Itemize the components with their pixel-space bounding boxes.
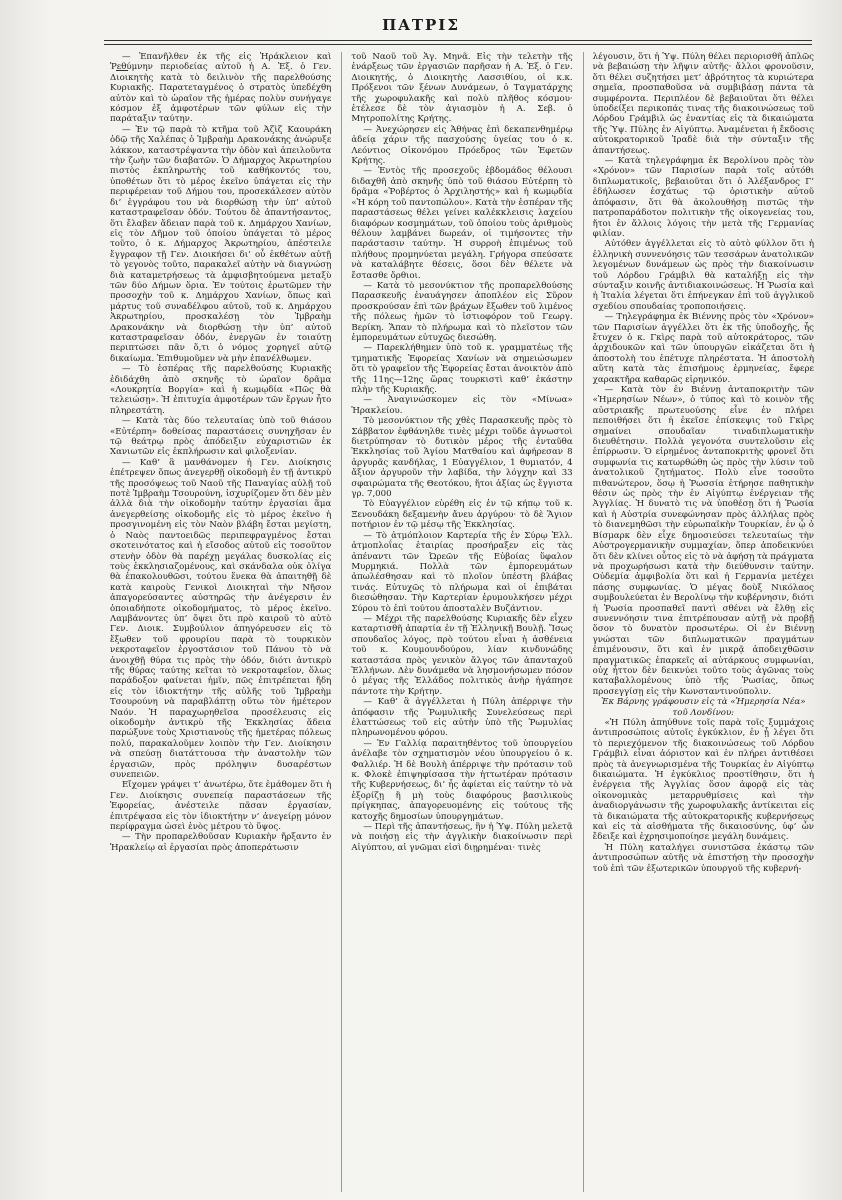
news-paragraph: — Ἐπανῆλθεν ἐκ τῆς εἰς Ἡράκλειον καὶ Ῥεθύμνην περιοδείας αὐτοῦ ἡ Α. Ἐξ. ὁ Γεν. Διοικητὴς κατὰ τὸ δειλινὸν τῆς παρελθούσης Κυριακῆς. Παρατεταγμένος ὁ στρατὸς ὑπεδέχθη αὐτὸν καὶ τὸ ὡραῖον τῆς ἡμέρας πολὺν συνήγαγε κόσμον ἐξ ἀμφοτέρων τῶν φύλων εἰς τὴν παράταξιν ταύτην.: [110, 52, 332, 125]
news-paragraph: — Τὸ ἀτμόπλοιον Καρτερία τῆς ἐν Σύρῳ Ἑλλ. ἀτμοπλοΐας ἑταιρίας προσήραξεν εἰς τὰς ἀπέναντι τῶν Ὠρεῶν τῆς Εὐβοίας ὕφαλον Μυρμηκιά. Πολλὰ τῶν ἐμπορευμάτων ἀπωλέσθησαν καὶ τὸ πλοῖον ὑπέστη βλάβας τινάς. Εὐτυχῶς τὸ πλήρωμα καὶ οἱ ἐπιβάται διεσώθησαν. Τὴν Καρτερίαν ἐρυμουλκήσεν μέχρι Σύρου τὸ ἐπὶ τούτου ἀποσταλὲν Βυζάντιον.: [351, 530, 573, 614]
news-paragraph: — Ἐν Γαλλίᾳ παραιτηθέντος τοῦ ὑπουργείου ἀνέλαβε τὸν σχηματισμὸν νέου ὑπουργείου ὁ κ. Φαλλιέρ. Ἡ δὲ Βουλὴ ἀπέρριψε τὴν πρότασιν τοῦ κ. Φλοκὲ ἐπιψηφίσασα τὴν ἡττωτέραν πρότασιν τῆς Κυβερνήσεως, δι’ ἧς ἀφίεται εἰς ταύτην τὸ νὰ ἐξορίζῃ ἢ μὴ τοὺς διαφόρους βασιλικοὺς πρίγκηπας, ἀπαγορευομένης εἰς τούτους τῆς κατοχῆς δημοσίων ὑπουργημάτων.: [351, 738, 573, 822]
news-paragraph: — Κατὰ τὸ μεσονύκτιον τῆς προπαρελθούσης Παρασκευῆς ἐναυάγησεν ἀποπλέον εἰς Σῦρον προσκρούσαν ἐπὶ τῶν βράχων ἔξωθεν τοῦ λιμένος τῆς πόλεως ἡμῶν τὸ ἱστιοφόρον τοῦ Γεωργ. Βερίκη. Ἅπαν τὸ πλήρωμα καὶ τὸ πλεῖστον τῶν ἐμπορευμάτων εὐτυχῶς διεσώθη.: [351, 280, 573, 343]
news-paragraph: λέγουσιν, ὅτι ἡ Ὑψ. Πύλη θέλει περιορισθῆ ἁπλῶς νὰ βεβαιώσῃ τὴν λῆψιν αὐτῆς· ἄλλοι φρονοῦσιν, ὅτι θέλει συζητήσει μετ’ ἀβρότητος τὰ κυριώτερα σημεῖα, προσπαθοῦσα νὰ συμβιβάσῃ πάντα τὰ συμφέροντα. Περιπλέον δὲ βεβαιοῦται ὅτι θέλει ὑποδείξει περικοπάς τινας τῆς διακοινώσεως τοῦ Λόρδου Γράμβιλ ὡς ἐναντίας εἰς τὰ δικαιώματα τῆς Ὑψ. Πύλης ἐν Αἰγύπτῳ. Ἀναμένεται ἡ ἔκδοσις αὐτοκρατορικοῦ Ἰραδὲ διὰ τὴν σύνταξιν τῆς ἀπαντήσεως.: [592, 52, 814, 156]
news-paragraph: — Μέχρι τῆς παρελθούσης Κυριακῆς δὲν εἶχεν καταρτισθῆ ἀπαρτία ἐν τῇ Ἑλληνικῇ Βουλῇ. Ἴσως σπουδαῖος λόγος, πρὸ τούτου εἶναι ἡ ἀσθένεια τοῦ κ. Κουμουνδούρου, λίαν κινδυνώδης καταστάσα πρὸς γενικὸν ἄλγος τῶν ἁπανταχοῦ Ἑλλήνων. Δὲν δυνάμεθα νὰ λησμονήσωμεν πόσον ὁ μέγας τῆς Ἑλλάδος πολιτικὸς ἀνὴρ ἠγάπησε πάντοτε τὴν Κρήτην.: [351, 613, 573, 697]
news-paragraph: — Καθ’ ἃ μανθάνομεν ἡ Γεν. Διοίκησις ἐπέτρεψεν ὅπως ἀνεγερθῇ οἰκοδομὴ ἐν τῇ ἀντικρὺ τῆς προσόψεως τοῦ Ναοῦ τῆς Παναγίας αὐλῇ τοῦ ποτὲ Ἰμβραὴμ Τσουρούνη, ἰσχυρίζομεν ὅτι δὲν μὲν ἀλλὰ διὰ τὴν οἰκοδομὴν ταύτην ἐργασίαι ἅμα ἀνεγερθείσης οἰκοδομῆς εἰς τὸ μέρος ἐκεῖνο ἡ προσγινομένη εἰς τὸν Ναὸν βλάβη ἔσται μεγίστη, ὁ Ναὸς παντοειδῶς περιπεφραγμένος ἔσται σκοτεινότατος καὶ ἡ εἴσοδος αὐτοῦ εἰς τοσοῦτον στενὴν ὁδὸν θὰ παρέχῃ μεγάλας δυσκολίας εἰς τοὺς ἐκκλησιαζομένους, καὶ σκάνδαλα οὐκ ὀλίγα θὰ ἐπακολουθῶσι, τούτου ἕνεκα θὰ ἀπαιτηθῇ δὲ κατὰ καιροὺς Γενικοὶ Διοικηταὶ τὴν Νῆσον ἀπαγορεύσαντες αὐστηρῶς τὴν ἀνέγερσιν ἐν ὁποιαδήποτε οἰκοδομήματος, τὸ μέρος ἐκεῖνο. Λαμβάνοντες ὑπ’ ὄψει ὅτι πρὸ καιροῦ τὸ αὐτὸ Γεν. Διοικ. Συμβούλιον ἀπηγόρευσεν εἰς τὸ ἔξωθεν τοῦ φρουρίου παρὰ τὸ τουρκικὸν νεκροταφεῖον ἐργοστάσιον τοῦ Πάνου τὸ νὰ ἀνοιχθῇ θύρα τις πρὸς τὴν ὁδόν, διότι ἀντικρὺ τῆς θύρας ταύτης κεῖται τὸ νεκροταφεῖον, ὅλως παράδοξον φαίνεται ἡμῖν, πῶς ἐπιτρέπεται ἤδη εἰς τὸν ἰδιοκτήτην τῆς αὐλῆς τοῦ Ἰμβραὴμ Τσουρούνη νὰ παραβλάπτῃ οὕτω τὸν ἡμέτερον Ναόν. Ἡ παραχωρηθεῖσα προσέλευσις εἰς οἰκοδομὴν ἀντικρὺ τῆς Ἐκκλησίας ἄδεια παρώξυνε τοὺς Χριστιανοὺς τῆς ἡμετέρας πόλεως πολύ, παρακαλοῦμεν λοιπὸν τὴν Γεν. Διοίκησιν νὰ σπεύσῃ διατάττουσα τὴν ἀναστολὴν τῶν ἐργασιῶν, πρὸς πρόληψιν δυσαρέστων συνεπειῶν.: [110, 457, 332, 781]
column-3: [583, 52, 814, 1192]
article-columns: [110, 52, 814, 1192]
news-paragraph: — Κατὰ τὰς δύο τελευταίας ὑπὸ τοῦ θιάσου «Εὐτέρπη» δοθείσας παραστάσεις συνηχῆσαν ἐν τῷ θεάτρῳ πρὸς ἀπόδειξιν εὐχαριστιῶν ἐκ Χανιωτῶν εἰς ἐκπλήρωσιν καὶ φιλοξενίαν.: [110, 416, 332, 458]
news-paragraph: — Κατὰ τηλεγράφημα ἐκ Βερολίνου πρὸς τὸν «Χρόνον» τῶν Παρισίων παρὰ τοῖς αὐτόθι διπλωματικοῖς, βεβαιοῦται ὅτι ὁ Ἀλέξανδρος Γ’ ἐδήλωσεν ἐσχάτως τῷ ὀριστικὴν αὐτοῦ ἀπόφασιν, ὅτι θὰ ἀκολουθήσῃ πιστῶς τὴν πατροπαράδοτον πολιτικὴν τῆς οἰκογενείας του, ἤτοι ἐν ἄλλοις λόγοις τὴν μετὰ τῆς Γερμανίας φιλίαν.: [592, 156, 814, 239]
news-paragraph: — Παρεκλήθημεν ὑπὸ τοῦ κ. γραμματέως τῆς τμηματικῆς Ἐφορείας Χανίων νὰ σημειώσωμεν ὅτι τὸ γραφεῖον τῆς Ἐφορείας ἔσται ἀνοικτὸν ἀπὸ τῆς 11ης—12ης ὥρας τουρκιστὶ καθ’ ἑκάστην πλὴν τῆς Κυριακῆς.: [351, 343, 573, 395]
column-1: [110, 52, 331, 1192]
news-paragraph: — Ἀνεχώρησεν εἰς Ἀθήνας ἐπὶ δεκαπενθημέρῳ ἀδείᾳ χάριν τῆς πασχούσης ὑγείας του ὁ κ. Λεόντιος Οἰκονόμου Πρόεδρος τῶν Ἐφετῶν Κρήτης.: [351, 124, 573, 167]
header-rule-top: [104, 40, 812, 41]
news-paragraph: — Καθ’ ἃ ἀγγέλλεται ἡ Πύλη ἀπέρριψε τὴν ἀπόφασιν τῆς Ῥωμυλικῆς Συνελεύσεως περὶ ἐλαττώσεως τοῦ εἰς αὐτὴν ὑπὸ τῆς Ῥωμυλίας πληρωνομένου φόρου.: [351, 697, 573, 739]
page-header: [0, 0, 842, 58]
news-paragraph: — Ἐν τῷ παρὰ τὸ κτῆμα τοῦ Ἀζὶζ Καουράκη ὁδῷ τῆς Χαλέπας ὁ Ἰμβραὴμ Δρακονάκης ἀνώρυξε λάκκον, καταστρέψαντα τὴν ὁδὸν καὶ ἀπειλοῦντα τὴν ζωὴν τῶν διαβατῶν. Ὁ Δήμαρχος Ἀκρωτηρίου πιστὸς ἐκπληρωτὴς τοῦ καθήκοντός του, ὑποθέτων ὅτι τὸ μέρος ἐκεῖνο ὑπάγεται εἰς τὴν περιφέρειαν τοῦ Δήμου του, προσεκάλεσεν αὐτὸν δι’ ἐγγράφου του νὰ διορθώσῃ τὴν ὑπ’ αὐτοῦ καταστραφεῖσαν ὁδόν. Τούτου δὲ ἀπαντήσαντος, ὅτι ἔλαβεν ἄδειαν παρὰ τοῦ κ. Δημάρχου Χανίων, εἰς τὸν Δῆμον τοῦ ὁποίου ὑπάγεται τὸ μέρος τοῦτο, ὁ κ. Δήμαρχος Ἀκρωτηρίου, ἀπέστειλε ἔγγραφον τῇ Γεν. Διοικήσει δι’ οὗ ἐκθέτων αὐτῇ τὸ γεγονὸς τοῦτο, παρακαλεῖ αὐτὴν νὰ διαγνώσῃ διὰ καταμετρήσεως τὰ ἀμφισβητούμενα μεταξὺ τῶν δύο Δήμων ὅρια. Ἐν τούτοις ἐρωτῶμεν τὴν προσοχὴν τοῦ κ. Δημάρχου Χανίων, ὅπως καὶ μάρτυς τοῦ συναδέλφου αὐτοῦ, τοῦ κ. Δημάρχου Ἀκρωτηρίου, προσκαλέσῃ τὸν Ἰμβραὴμ Δρακονάκην νὰ διορθώσῃ τὴν ὑπ’ αὐτοῦ καταστραφεῖσαν ὁδόν, ἐνεργῶν ἐν τοιαύτῃ περιπτώσει πᾶν ὅ,τι ὁ νόμος χορηγεῖ αὐτῷ δικαίωμα. Ἐπιθυμοῦμεν νὰ μὴν ἐπανέλθωμεν.: [110, 124, 332, 364]
news-paragraph: Εἴχομεν γράψει τ’ ἀνωτέρω, ὅτε ἐμάθομεν ὅτι ἡ Γεν. Διοίκησις συνεπείᾳ παραστάσεων τῆς Ἐφορείας, ἀνέστειλε πᾶσαν ἐργασίαν, ἐπιτρέψασα εἰς τὸν ἰδιοκτήτην ν’ ἀνεγείρῃ μόνον περίφραγμα ὡσεὶ ἑνὸς μέτρου τὸ ὕψος.: [110, 780, 332, 833]
news-paragraph: «Ἡ Πύλη ἀπηύθυνε τοῖς παρὰ τοῖς ξυμμάχοις ἀντιπροσώποις αὐτοῖς ἐγκύκλιον, ἐν ᾗ λέγει ὅτι τὸ περιεχόμενον τῆς διακοινώσεως τοῦ Λόρδου Γράμβιλ εἶναι ἀόριστον καὶ ἐν πλήρει ἀντιθέσει πρὸς τὰ ἀνεγνωρισμένα τῆς Τουρκίας ἐν Αἰγύπτῳ δικαιώματα. Ἡ ἐγκύκλιος προστίθησιν, ὅτι ἡ ἐνέργεια τῆς Ἀγγλίας ὅσον ἀφορᾷ εἰς τὰς οἰκονομικὰς μεταρρυθμίσεις καὶ τὴν ἀναδιοργάνωσιν τῆς χωροφυλακῆς ἀντίκειται εἰς τὰ δικαιώματα τῆς αὐτοκρατορικῆς κυβερνήσεως καὶ εἰς τὰ αἰσθήματα τῆς δικαιοσύνης, ὑφ’ ὧν ἔδειξε καὶ ἐχρησιμοποίησε μεγάλη δυνάμεις.: [592, 718, 814, 843]
news-paragraph: Ἐκ Βάρνης γράφουσιν εἰς τὰ «Ἡμερησία Νέα» τοῦ Λονδίνου:: [601, 697, 806, 718]
column-2: [341, 52, 572, 1192]
news-paragraph: Αὐτόθεν ἀγγέλλεται εἰς τὸ αὐτὸ φύλλον ὅτι ἡ ἐλληνικὴ συννενόησις τῶν τεσσάρων ἀνατολικῶν λεγομένων δυνάμεων ὡς πρὸς τὴν διακοίνωσιν τοῦ Λόρδου Γράμβιλ θὰ καταλήξῃ εἰς τὴν σύνταξιν κοινῆς ἀντιδιακοινώσεως. Ἡ Ῥωσία καὶ ἡ Ἰταλία λέγεται ὅτι ἐπήνεγκαν ἐπὶ τοῦ ἀγγλικοῦ σχεδίου σπουδαίας τροποποιήσεις.: [592, 239, 814, 312]
news-paragraph: Τὸ μεσονύκτιον τῆς χθὲς Παρασκευῆς πρὸς τὸ Σάββατον ἐφθάνηλθε τινὲς μέχρι τοῦδε ἀγνωστοὶ διετρύπησαν τὸ δυτικὸν μέρος τῆς ἐνταῦθα Ἐκκλησίας τοῦ Ἁγίου Ματθαίου καὶ ἀφήρεσαν 8 ἀργυρᾶς κανδήλας, 1 Εὐαγγέλιον, 1 θυμιατόν, 4 ἄξιον ἀργυροῦν τὴν λαβίδα, τὴν λόγχην καὶ 33 σφαιρώματα τῆς Θεοτόκου, ἥτοι ἀξίας ὡς ἔγγιστα γρ. 7,000: [351, 416, 573, 500]
news-paragraph: — Ἀναγινώσκομεν εἰς τὸν «Μίνωα» Ἡρακλείου.: [351, 395, 573, 416]
news-paragraph: — Τηλεγράφημα ἐκ Βιέννης πρὸς τὸν «Χρόνον» τῶν Παρισίων ἀγγέλλει ὅτι ἐκ τῆς ὑποδοχῆς, ἧς ἔτυχεν ὁ κ. Γκὶρς παρὰ τοῦ αὐτοκράτορος, τῶν ἀρχιδουκῶν καὶ τῶν ὑπουργῶν εἰκάζεται ὅτι ἡ ἀποστολὴ του ἐπέτυχε πληρέστατα. Ἡ ἀποστολὴ αὕτη κατὰ τὰς ἐπισήμους ἐρμηνείας, ἔφερε χαρακτῆρα καθαρῶς εἰρηνικόν.: [592, 312, 814, 385]
news-paragraph: Τὸ Εὐαγγέλιον εὑρέθη εἰς ἐν τῷ κήπῳ τοῦ κ. Ξενουδάκη δεξαμενὴν ἄνευ ἀργύρου· τὸ δὲ Ἅγιον ποτήριον ἐν τῷ μέσῳ τῆς Ἐκκλησίας.: [351, 499, 573, 531]
news-paragraph: — Κατὰ τὸν ἐν Βιέννῃ ἀνταποκριτὴν τῶν «Ἡμερησίων Νέων», ὁ τύπος καὶ τὸ κοινὸν τῆς αὐστριακῆς πρωτευούσης εἶνε ἐν πλήρει πεποιθήσει ὅτι ἡ ἐκεῖσε ἐπίσκεψις τοῦ Γκὶρς σημαίνει σπουδαῖαν τιναδιπλωματικὴν διευθέτησιν. Πολλὰ γεγονότα συντελοῦσιν εἰς ἐπίρρωσιν. Ὁ εἰρημένος ἀνταποκριτὴς φρονεῖ ὅτι συμφωνία τις κατωρθώθη ὡς πρὸς τὴν λύσιν τοῦ ἀνατολικοῦ ζητήματος. Πολὺ εἶνε τοσοῦτο πιθανώτερον, ὅσῳ ἡ Ῥωσσία ἐτήρησε παθητικὴν θέσιν ὡς πρὸς τὴν ἐν Αἰγύπτῳ ἐνέργειαν τῆς Ἀγγλίας. Ἡ δυνατὸ τις νὰ ὑποθέσῃ ὅτι ἡ Ῥωσία καὶ ἡ Αὐστρία συνεφώνησαν πρὸς ἀλλήλας πρὸς τὸ διανεμηθῶσι τὴν εὐρωπαϊκὴν Τουρκίαν, ἐν ᾧ ὁ Βίσμαρκ δὲν εἶχε δημοσιεύσει τελευταίως τὴν Αὐστρογερμανικὴν συμμαχίαν, ὅπερ ἀποδεικνύει ὅτι δὲν κλίνει οὗτος εἰς τὸ νὰ ἀφήσῃ τὰ πράγματα νὰ προχωρήσωσι κατὰ τὴν διεύθυνσιν ταύτην. Οὐδεμία ἀμφιβολία ὅτι καὶ ἡ Γερμανία μετέχει πάσης συμφωνίας. Ὁ μέγας δοὺξ Νικόλαος συμβουλεύεται ἐν Βερολίνῳ τὴν κυβέρνησιν, διότι ἡ Ῥωσία προσπαθεῖ παντὶ σθένει νὰ ἔλθῃ εἰς συνεννόησιν τινα ἐπιτρέπουσαν αὐτῇ νὰ προβῇ ὅσον τὸ δυνατὸν προσωτέρω. Οἱ ἐν Βιέννῃ γνώσται τῶν διπλωματικῶν πραγμάτων ἐπιμένουσιν, ὅτι καὶ ἐν μικρᾷ ἀποδειχθῶσιν πραγματικῶς ἐπαρκεῖς αἱ αὐτάρκους συμφωνίαι, οὐχ ἧττον δὲν δεικνύει τοῦτο τοὺς ἀγῶνας τοὺς καταβαλλομένους ὑπὸ τῆς Ῥωσίας, ὅπως προσεγγίσῃ εἰς τὴν Κωνσταντινούπολιν.: [592, 385, 814, 697]
news-paragraph: — Τὸ ἑσπέρας τῆς παρελθούσης Κυριακῆς ἐδιδάχθη ἀπὸ σκηνῆς τὸ ὡραῖον δρᾶμα «Λουκρητία Βοργία» καὶ ἡ κωμῳδία «Πῶς θὰ τελειώσῃ». Ἡ ἐπιτυχία ἀμφοτέρων τῶν ἔργων ἦτο πληρεστάτη.: [110, 364, 332, 416]
header-rule-bottom: [104, 44, 812, 45]
news-paragraph: — Περὶ τῆς ἀπαντήσεως, ἣν ἡ Ὑψ. Πύλη μελετᾷ νὰ ποιήσῃ εἰς τὴν ἀγγλικὴν διακοίνωσιν περὶ Αἰγύπτου, αἱ γνῶμαι εἰσὶ διῃρημέναι· τινὲς: [351, 822, 573, 853]
news-paragraph: τοῦ Ναοῦ τοῦ Ἁγ. Μηνᾶ. Εἰς τὴν τελετὴν τῆς ἐνάρξεως τῶν ἐργασιῶν παρῆσαν ἡ Α. Ἐξ. ὁ Γεν. Διοικητής, ὁ Διοικητὴς Λασσιθίου, οἱ κ.κ. Πρόξενοι τῶν ξένων Δυνάμεων, ὁ Ταγματάρχης τῆς χωροφυλακῆς καὶ πολὺ πλῆθος κόσμου· ἐτέλεσε δὲ τὸν ἁγιασμὸν ἡ Α. Σεβ. ὁ Μητροπολίτης Κρήτης.: [351, 52, 573, 125]
news-paragraph: — Ἐντὸς τῆς προσεχοῦς ἑβδομάδος θέλουσι διδαχθῆ ἀπὸ σκηνῆς ὑπὸ τοῦ θιάσου Εὐτέρπη τὸ δρᾶμα «Ῥοβέρτος ὁ Ἀρχιληστής» καὶ ἡ κωμῳδία «Ἡ κόρη τοῦ παντοπώλου». Κατὰ τὴν ἑσπέραν τῆς παραστάσεως θέλει γείνει καλέκκλεισις λαχείου διαφόρων κοσμημάτων, τοῦ ὁποίου τοὺς ἀριθμοὺς θέλουν λαμβάνει δωρεάν, οἱ τιμήσοντες τὴν παράστασιν ταύτην. Ἡ συρροὴ ἐπιμένως τοῦ πλήθους προμηνύεται μεγάλη. Γρήγορα σπεύσατε νὰ καταλάβητε θέσεις, ὅσοι δὲν θέλετε νὰ ἔστασθε ὄρθιοι.: [351, 166, 573, 281]
news-paragraph: — Τὴν προπαρελθοῦσαν Κυριακὴν ἤρξαντο ἐν Ἡρακλείῳ αἱ ἐργασίαι πρὸς ἀποπεράτωσιν: [110, 832, 332, 853]
news-paragraph: Ἡ Πύλη καταλήγει συνιστῶσα ἑκάστῳ τῶν ἀντιπροσώπων αὐτῆς νὰ ἐπιστήσῃ τὴν προσοχὴν τοῦ ἐπὶ τῶν ἐξωτερικῶν ὑπουργοῦ τῆς κυβερνή-: [592, 842, 814, 874]
masthead-title: ΠΑΤΡΙΣ: [382, 16, 460, 34]
